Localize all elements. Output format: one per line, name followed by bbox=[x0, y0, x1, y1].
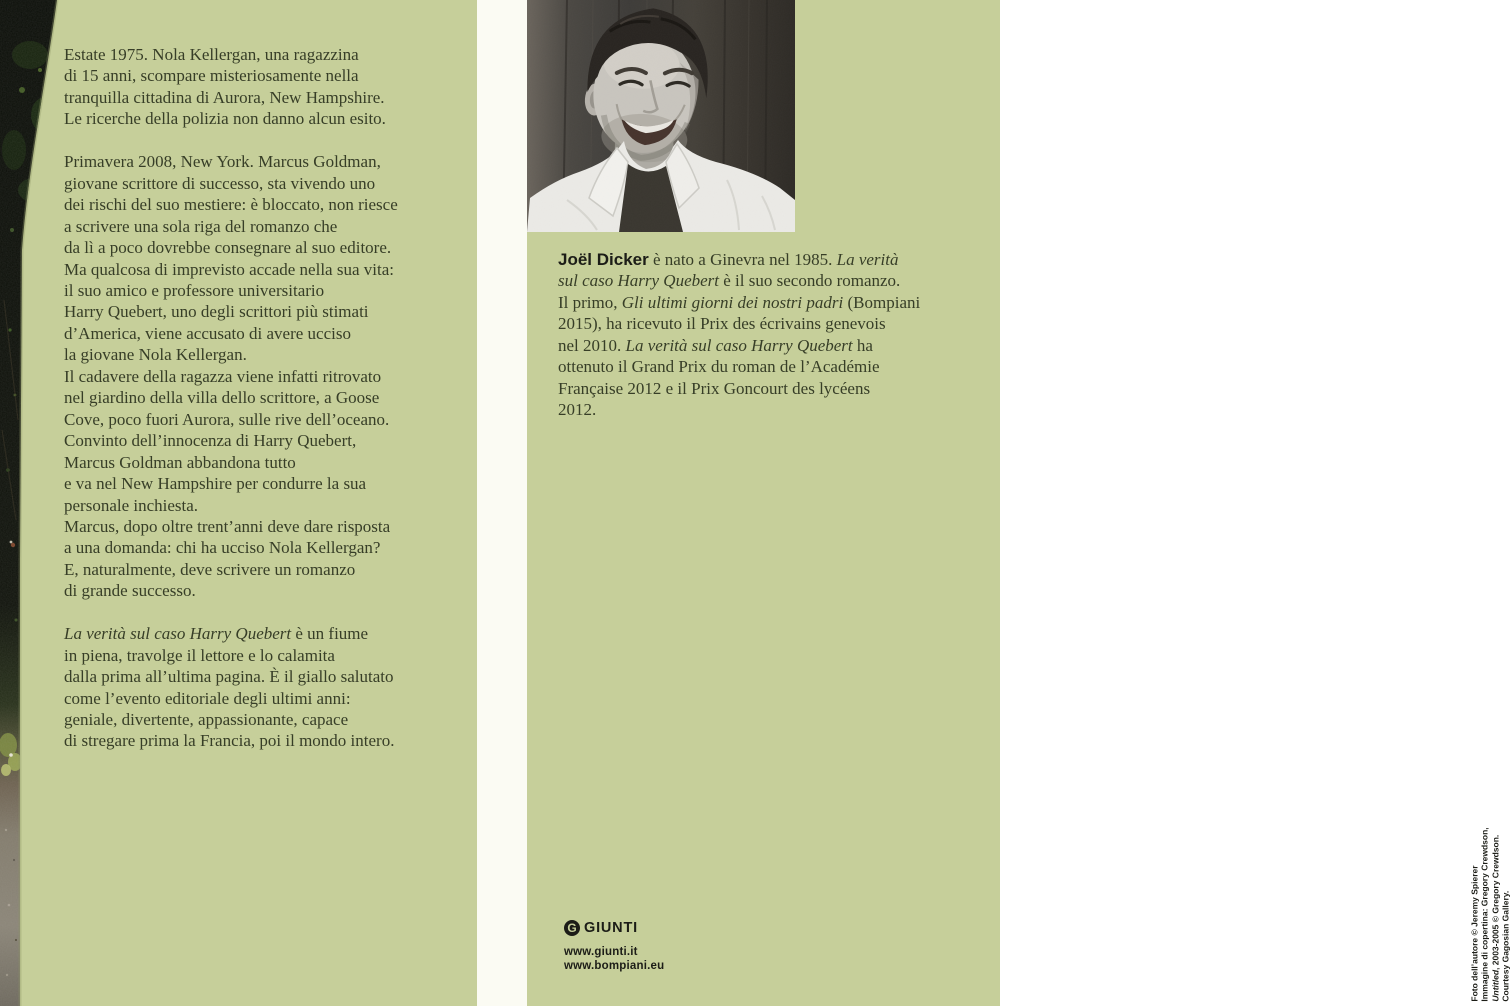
giunti-url: www.giunti.it bbox=[564, 946, 638, 958]
author-photo bbox=[527, 0, 795, 232]
cover-photo-strip bbox=[0, 0, 57, 1006]
left-flap bbox=[0, 0, 477, 1006]
synopsis-text bbox=[64, 44, 476, 773]
bompiani-url: www.bompiani.eu bbox=[564, 960, 665, 972]
author-bio: Joël Dicker è nato a Ginevra nel 1985. La verità sul caso Harry Quebert è il suo secondo romanzo. Il primo, Gli ultimi giorni dei nostri padri (Bompiani 2015), ha ricevuto il Prix des écrivains genevois nel 2010. La verità sul caso Harry Quebert ha ottenuto il Grand Prix du roman de l’Académie Française 2012 e il Prix Goncourt des lycéens 2012. bbox=[558, 250, 921, 420]
giunti-logo-text: GIUNTI bbox=[584, 920, 638, 936]
giunti-logo-icon bbox=[564, 920, 580, 936]
giunti-logo bbox=[564, 920, 664, 936]
synopsis-paragraph-1: Estate 1975. Nola Kellergan, una ragazzina di 15 anni, scompare misteriosamente nella tranquilla cittadina di Aurora, New Hampshire. Le ricerche della polizia non danno alcun esito. bbox=[64, 45, 386, 129]
synopsis-paragraph-2: Primavera 2008, New York. Marcus Goldman, giovane scrittore di successo, sta vivendo uno dei rischi del suo mestiere: è bloccato, non riesce a scrivere una sola riga del romanzo che da lì a poco dovrebbe consegnare al suo editore. Ma qualcosa di imprevisto accade nella sua vita: il suo amico e professore universitario Harry Quebert, uno degli scrittori più stimati d’America, viene accusato di avere ucciso la giovane Nola Kellergan. Il cadavere della ragazza viene infatti ritrovato nel giardino della villa dello scrittore, a Goose Cove, poco fuori Aurora, sulle rive dell’oceano. Convinto dell’innocenza di Harry Quebert, Marcus Goldman abbandona tutto e va nel New Hampshire per condurre la sua personale inchiesta. Marcus, dopo oltre trent’anni deve dare risposta a una domanda: chi ha ucciso Nola Kellergan? E, naturalmente, deve scrivere un romanzo di grande successo. bbox=[64, 152, 398, 601]
right-flap bbox=[527, 0, 1511, 1006]
svg-text:G: G bbox=[567, 921, 577, 936]
synopsis-paragraph-3: La verità sul caso Harry Quebert è un fiume in piena, travolge il lettore e lo calamita dalla prima all’ultima pagina. È il giallo salutato come l’evento editoriale degli ultimi anni: geniale, divertente, appassionante, capace di stregare prima la Francia, poi il mondo intero. bbox=[64, 624, 395, 751]
flap-gap bbox=[477, 0, 527, 1006]
publisher-block bbox=[564, 920, 664, 973]
photo-credits: Foto dell’autore © Jeremy Spierer Immagine di copertina: Gregory Crewdson, Untitled, 2003-2005 © Gregory Crewdson. Courtesy Gagosian Gallery. bbox=[1469, 827, 1511, 1002]
publisher-urls bbox=[564, 945, 664, 973]
